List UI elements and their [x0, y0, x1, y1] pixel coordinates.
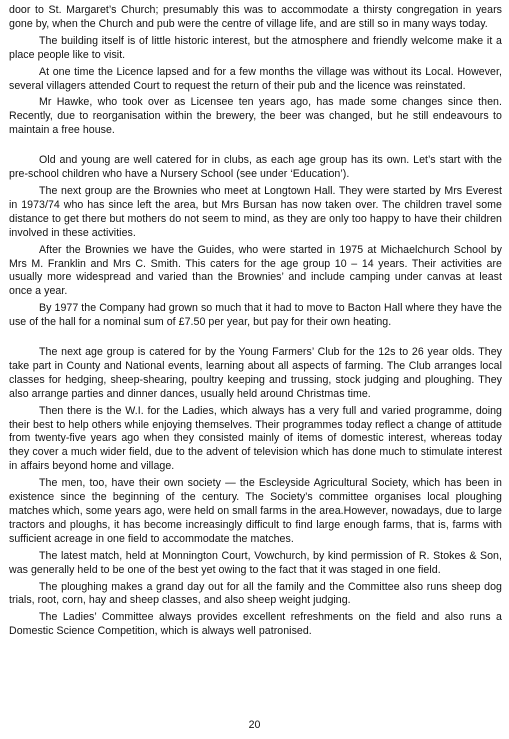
paragraph-licence: At one time the Licence lapsed and for a few months the village was without its Local. However, several villagers attended Court to request the return of their pub and the licence was reinstated.	[9, 65, 502, 92]
paragraph-ladies-committee: The Ladies’ Committee always provides excellent refreshments on the field and also runs a Domestic Science Competition, which is always well patronised.	[9, 611, 502, 638]
paragraph-church: door to St. Margaret’s Church; presumably this was to accommodate a thirsty congregation in years gone by, when the Church and pub were the centre of village life, and are still so in many ways today.	[9, 4, 502, 30]
paragraph-latest-match: The latest match, held at Monnington Court, Vowchurch, by kind permission of R. Stokes & Son, was generally held to be one of the best yet owing to the fact that it was staged in one field.	[9, 549, 502, 576]
paragraph-licensee: Mr Hawke, who took over as Licensee ten years ago, has made some changes since then. Recently, due to reorganisation within the brewery, the beer was changed, but he still endeavours to maintain a free house.	[9, 96, 502, 137]
paragraph-agricultural-society: The men, too, have their own society — the Escleyside Agricultural Society, which has been in existence since the beginning of the century. The Society’s committee organises local ploughing matches which, some years ago, were held on small farms in the area.However, nowadays, due to large tractors and ploughs, it has become increasingly difficult to find large enough farms, that is, farms with sufficient acreage in one field to accommodate the matches.	[9, 477, 502, 545]
paragraph-ploughing-day: The ploughing makes a grand day out for all the family and the Committee also runs sheep dog trials, root, corn, hay and sheep classes, and also sheep weight judging.	[9, 580, 502, 607]
paragraph-young-farmers: The next age group is catered for by the Young Farmers’ Club for the 12s to 26 year olds. They take part in County and National events, learning about all aspects of farming. The Club arranges local classes for hedging, sheep-shearing, poultry keeping and trussing, stock judging and ploughing. They also arrange parties and dinner dances, usually held around Christmas time.	[9, 346, 502, 400]
paragraph-brownies: The next group are the Brownies who meet at Longtown Hall. They were started by Mrs Everest in 1973/74 who has since left the area, but Mrs Bursan has now taken over. The children travel some distance to get there but mothers do not seem to mind, as they are only too happy to have their children involved in these activities.	[9, 184, 502, 239]
paragraph-building: The building itself is of little historic interest, but the atmosphere and friendly welcome make it a place people like to visit.	[9, 34, 502, 61]
page-number: 20	[248, 719, 261, 731]
paragraph-bacton-hall: By 1977 the Company had grown so much that it had to move to Bacton Hall where they have the use of the hall for a nominal sum of £7.50 per year, but pay for their own heating.	[9, 302, 502, 329]
paragraph-guides: After the Brownies we have the Guides, who were started in 1975 at Michaelchurch School by Mrs M. Franklin and Mrs C. Smith. This caters for the age group 10 – 14 years. Their activities are usually more widespread and varied than the Brownies’ and include camping under canvas at least once a year.	[9, 243, 502, 298]
paragraph-clubs: Old and young are well catered for in clubs, as each age group has its own. Let’s start with the pre-school children who have a Nursery School (see under ‘Education’).	[9, 154, 502, 181]
paragraph-wi: Then there is the W.I. for the Ladies, which always has a very full and varied programme, doing their best to help others while enjoying themselves. Their programmes today reflect a change of attitude from twenty-five years ago when they consisted mainly of items of domestic interest, whereas today they cover a much wider field, due to the advent of television which has done much to stimulate interest in affairs beyond home and village.	[9, 404, 502, 473]
